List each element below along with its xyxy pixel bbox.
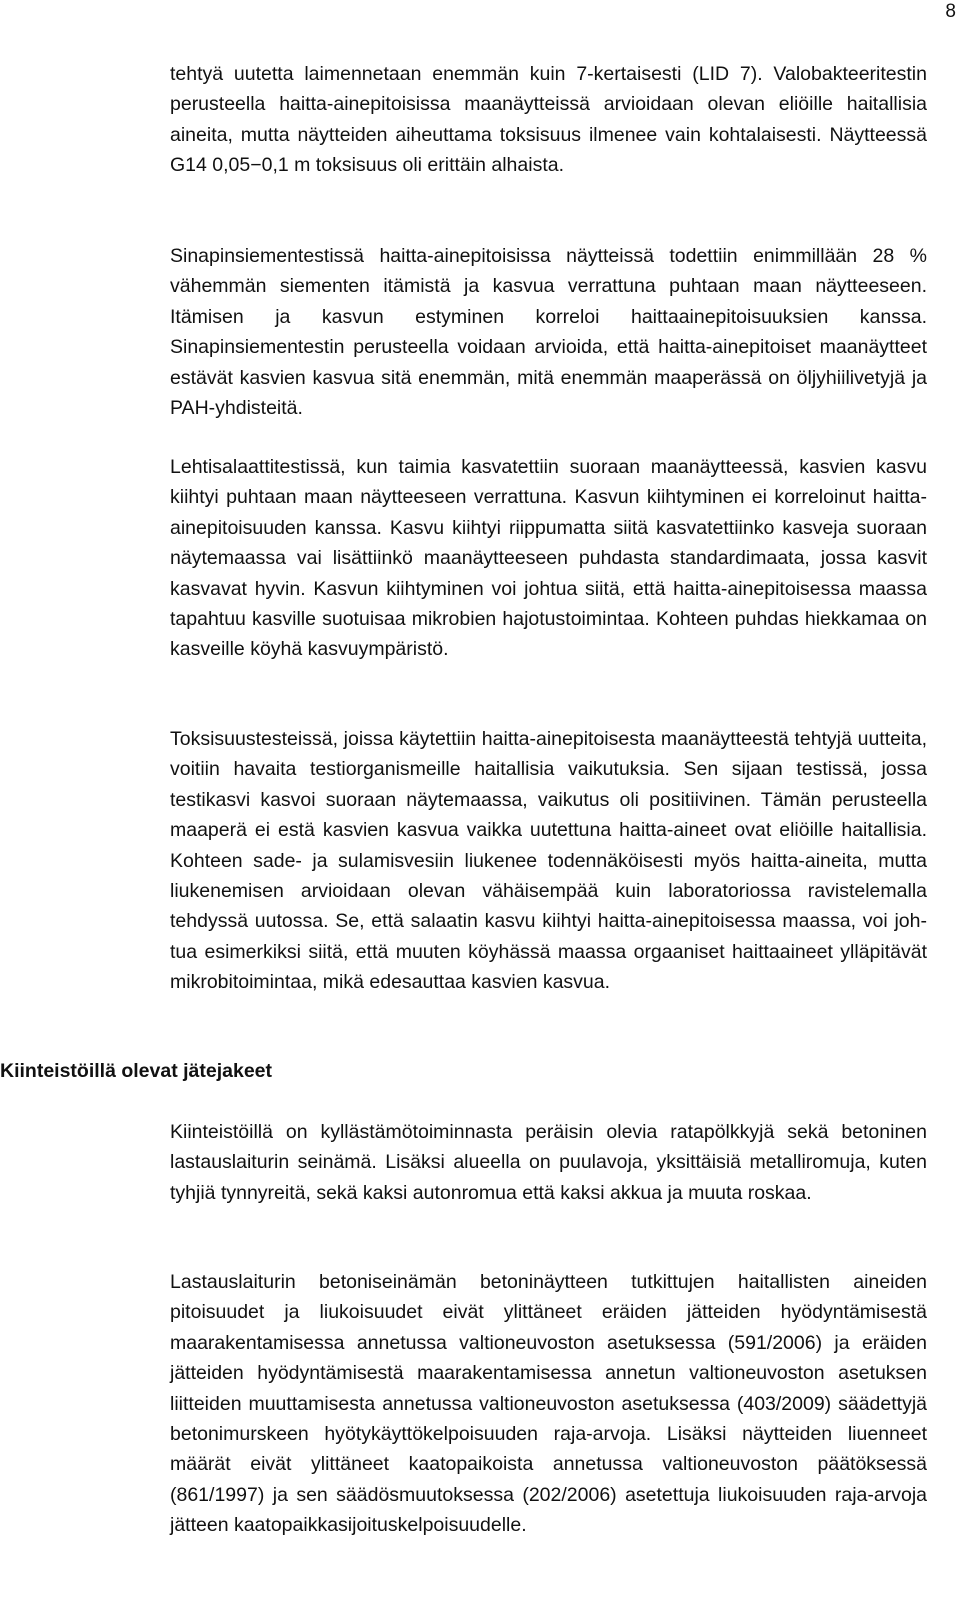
paragraph-2 bbox=[170, 241, 927, 423]
paragraph-text: Kiinteistöillä on kyllästämötoiminnasta peräisin olevia ratapölkkyjä sekä betoninen lastauslaiturin seinämä. Lisäksi alueella on puulavoja, yksittäisiä metalliromuja, kuten tyhjiä tynnyreitä, sekä kaksi autonromua että kaksi akkua ja muuta roskaa. bbox=[170, 1121, 927, 1204]
page-number: 8 bbox=[945, 1, 956, 22]
paragraph-3 bbox=[170, 452, 927, 665]
section-heading: Kiinteistöillä olevat jätejakeet bbox=[0, 1060, 273, 1082]
paragraph-text: Sinapinsiementestissä haitta-ainepitoisissa näytteissä todettiin enimmillään 28 % vähemmän siementen itämistä ja kasvua verrattuna puhtaan maan näytteeseen. Itämisen ja kasvun estyminen korreloi haittaainepitoisuuksien kanssa. Sinapinsiementestin perusteella voidaan arvioida, että haitta-ainepitoiset maanäytteet estävät kasvien kasvua sitä enemmän, mitä enemmän maaperässä on öljyhiilivetyjä ja PAH-yhdisteitä. bbox=[170, 245, 927, 420]
paragraph-4 bbox=[170, 724, 927, 998]
paragraph-text: Toksisuustesteissä, joissa käytettiin haitta-ainepitoisesta maanäytteestä tehtyjä uutteita, voitiin havaita testiorganismeille haitallisia vaikutuksia. Sen sijaan testissä, jossa testikasvi kasvoi suoraan näytemaassa, vaikutus oli positiivinen. Tämän perusteella maaperä ei estä kasvien kasvua vaikka uutettuna haitta-aineet ovat eliöille haitallisia. Kohteen sade- ja sulamisvesiin liukenee todennäköisesti myös haitta-aineita, mutta liukenemisen arvioidaan olevan vähäisempää kuin laboratoriossa ravistelemalla tehdyssä uutossa. Se, että salaatin kasvu kiihtyi haitta-ainepitoisessa maassa, voi johtua esimerkiksi siitä, että muuten köyhässä maassa orgaaniset haittaaineet ylläpitävät mikrobitoimintaa, mikä edesauttaa kasvien kasvua. bbox=[170, 728, 927, 994]
paragraph-text: tehtyä uutetta laimennetaan enemmän kuin 7-kertaisesti (LID 7). Valobakteeritestin perusteella haitta-ainepitoisissa maanäytteissä arvioidaan olevan eliöille haitallisia aineita, mutta näytteiden aiheuttama toksisuus ilmenee vain kohtalaisesti. Näytteessä G14 0,05−0,1 m toksisuus oli erittäin alhaista. bbox=[170, 63, 927, 177]
paragraph-text: Lastauslaiturin betoniseinämän betoninäytteen tutkittujen haitallisten aineiden pitoisuudet ja liukoisuudet eivät ylittäneet eräiden jätteiden hyödyntämisestä maarakentamisessa annetussa valtioneuvoston asetuksessa (591/2006) ja eräiden jätteiden hyödyntämisestä maarakentamisessa annetun valtioneuvoston asetuksen liitteiden muuttamisesta annetussa valtioneuvoston asetuksessa (403/2009) säädettyjä betonimurskeen hyötykäyttökelpoisuuden raja-arvoja. Lisäksi näytteiden liuenneet määrät eivät ylittäneet kaatopaikoista annetussa valtioneuvoston päätöksessä (861/1997) ja sen säädösmuutoksessa (202/2006) asetettuja liukoisuuden raja-arvoja jätteen kaatopaikkasijoituskelpoisuudelle. bbox=[170, 1271, 927, 1537]
paragraph-1 bbox=[170, 59, 927, 181]
paragraph-text: Lehtisalaattitestissä, kun taimia kasvatettiin suoraan maanäytteessä, kasvien kasvu kiihtyi puhtaan maan näytteeseen verrattuna. Kasvun kiihtyminen ei korreloinut haitta-ainepitoisuuden kanssa. Kasvu kiihtyi riippumatta siitä kasvatettiinko kasveja suoraan näytemaassa vai lisättiinkö maanäytteeseen puhdasta standardimaata, jossa kasvit kasvavat hyvin. Kasvun kiihtyminen voi johtua siitä, että haitta-ainepitoisessa maassa tapahtuu kasville suotuisaa mikrobien hajotustoimintaa. Kohteen puhdas hiekkamaa on kasveille köyhä kasvuympäristö. bbox=[170, 456, 927, 661]
paragraph-6 bbox=[170, 1267, 927, 1541]
paragraph-5 bbox=[170, 1117, 927, 1208]
